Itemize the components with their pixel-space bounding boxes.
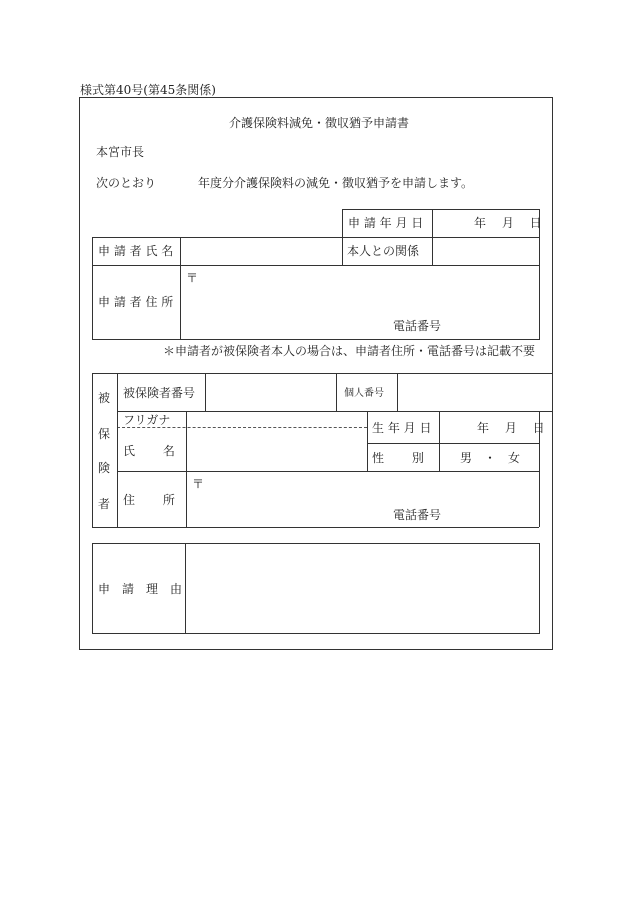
sex-label: 性 別 [372, 451, 424, 465]
insured-number-label: 被保険者番号 [123, 386, 196, 400]
applicant-note: ＊申請者が被保険者本人の場合は、申請者住所・電話番号は記載不要 [163, 344, 536, 358]
reason-label: 申 請 理 由 [98, 582, 183, 596]
applicant-name-field[interactable] [182, 239, 340, 263]
relation-field[interactable] [434, 239, 538, 263]
insured-phone-field[interactable] [445, 505, 537, 525]
insured-address-field[interactable] [206, 474, 536, 504]
applicant-name-label: 申 請 者 氏 名 [98, 244, 174, 258]
personal-number-label: 個人番号 [344, 388, 384, 399]
birth-date-field[interactable]: 年 月 日 [477, 421, 545, 435]
insured-address-label: 住 所 [123, 493, 175, 507]
insured-char-2: 保 [98, 427, 111, 441]
applicant-phone-label: 電話番号 [393, 319, 442, 333]
birth-date-label: 生 年 月 日 [372, 421, 432, 435]
form-number-label: 様式第40号(第45条関係) [80, 83, 216, 97]
application-date-field[interactable]: 年 月 日 [474, 216, 542, 230]
reason-field[interactable] [187, 545, 538, 632]
furigana-field[interactable] [188, 413, 365, 426]
applicant-address-field[interactable] [200, 268, 536, 308]
intro-suffix: 年度分介護保険料の減免・徴収猶予を申請します。 [198, 176, 474, 190]
relation-label: 本人との関係 [347, 244, 420, 258]
applicant-postal-mark: 〒 [186, 271, 199, 285]
insured-number-field[interactable] [207, 375, 334, 409]
application-date-label: 申 請 年 月 日 [348, 216, 424, 230]
insured-char-4: 者 [98, 497, 111, 511]
insured-phone-label: 電話番号 [393, 508, 442, 522]
insured-char-1: 被 [98, 391, 111, 405]
intro-prefix: 次のとおり [96, 176, 157, 190]
insured-postal-mark: 〒 [192, 477, 205, 491]
sex-options[interactable]: 男 ・ 女 [460, 451, 521, 465]
personal-number-field[interactable] [399, 375, 551, 409]
insured-name-field[interactable] [188, 429, 365, 469]
furigana-label: フリガナ [123, 413, 171, 427]
addressee: 本宮市長 [96, 145, 145, 159]
insured-name-label: 氏 名 [123, 444, 175, 458]
insured-char-3: 険 [98, 461, 111, 475]
applicant-address-label: 申 請 者 住 所 [98, 295, 174, 309]
fiscal-year-field[interactable] [158, 172, 196, 192]
form-title: 介護保険料減免・徴収猶予申請書 [229, 116, 410, 130]
applicant-phone-field[interactable] [445, 314, 537, 336]
